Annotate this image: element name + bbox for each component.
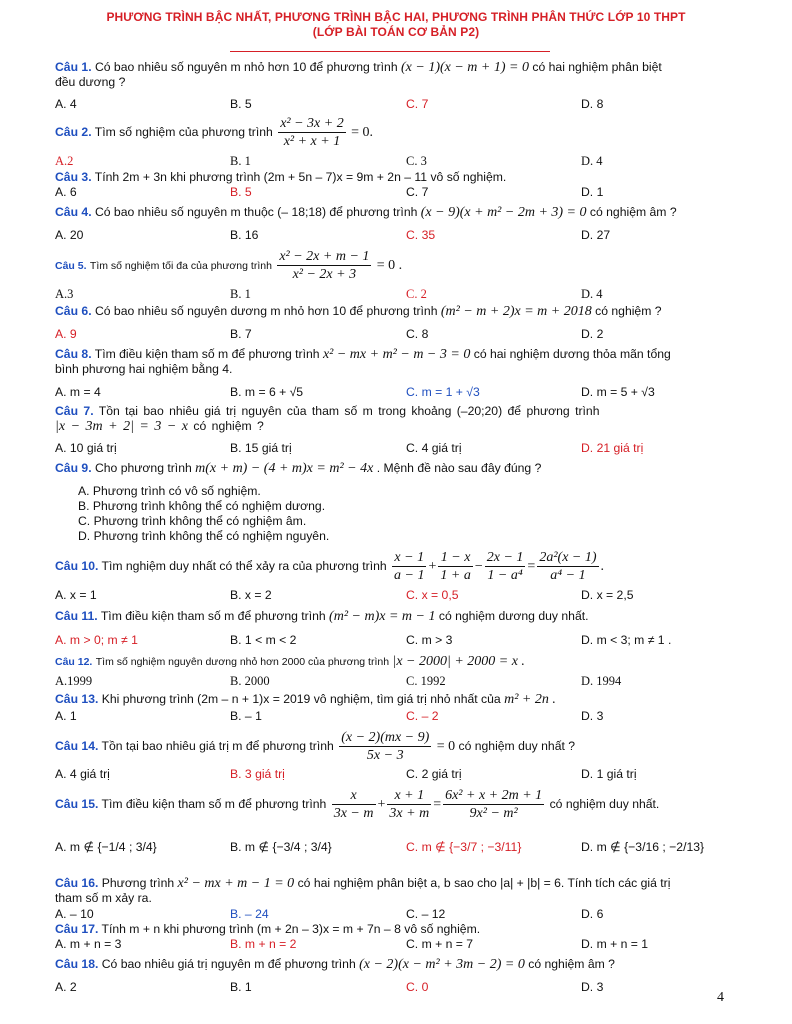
fraction: $\frac{\text{6x² + x + 2m + 1}}{\text{9x² − m²}}$: [445, 788, 543, 822]
options-11: [55, 633, 745, 648]
option-a: A. 4 giá trị: [55, 767, 110, 781]
options-14: [55, 767, 745, 782]
option-c-answer: C. 35: [406, 228, 436, 242]
option-a: A. x = 1: [55, 588, 97, 602]
options-2: [55, 154, 745, 169]
option-c-answer: C. 2: [406, 287, 427, 301]
options-4: [55, 228, 745, 243]
question-2: Câu 2. Tìm số nghiệm của phương trình $\frac{\text{x² − 3x + 2}}{\text{x² + x + 1}}$ = 0.: [55, 116, 374, 150]
question-5: Câu 5. Tìm số nghiệm tối đa của phương trình $\frac{\text{x² − 2x + m − 1}}{\text{x² − 2x + 3}}$ = 0 .: [55, 249, 403, 283]
options-1: [55, 97, 745, 112]
title-divider: [230, 51, 550, 52]
statement-b: B. Phương trình không thể có nghiệm dương.: [78, 499, 326, 513]
option-c-answer: C. m = 1 + √3: [406, 385, 480, 399]
fraction: $\frac{x + 1}{3x + m}$: [389, 788, 430, 822]
options-18: [55, 980, 745, 995]
options-13: [55, 709, 745, 724]
options-5: [55, 287, 745, 302]
option-c-answer: C. – 2: [406, 709, 439, 723]
option-b: B. 2000: [230, 674, 270, 688]
fraction: $\frac{\text{x² − 2x + m − 1}}{\text{x² − 2x + 3}}$: [279, 249, 370, 283]
option-c-answer: C. 7: [406, 97, 429, 111]
option-d: D. 3: [581, 709, 604, 723]
option-b: B. 1: [230, 980, 252, 994]
option-c: C. m > 3: [406, 633, 453, 647]
option-b: B. 1 < m < 2: [230, 633, 297, 647]
option-d: D. 3: [581, 980, 604, 994]
question-18: Câu 18. Có bao nhiêu giá trị nguyên m để phương trình (x − 2)(x − m² + 3m − 2) = 0 có nghiệm âm ?: [55, 957, 615, 972]
question-8: Câu 8. Tìm điều kiện tham số m để phương trình x² − mx + m² − m − 3 = 0 có hai nghiệm dương thỏa mãn tổng bình phương hai nghiệm bằng 4.: [55, 347, 671, 376]
option-d: D. m < 3; m ≠ 1 .: [581, 633, 672, 647]
option-b: B. x = 2: [230, 588, 272, 602]
fraction: $\frac{x - 1}{a - 1}$: [394, 550, 425, 584]
options-12: [55, 674, 745, 689]
fraction: $\frac{\text{2a²(x − 1)}}{\text{a⁴ − 1}}$: [539, 550, 597, 584]
option-c: C. 7: [406, 185, 429, 199]
option-c: C. 4 giá trị: [406, 441, 462, 455]
option-c-answer: C. m ∉ {−3/7 ; −3/11}: [406, 840, 522, 854]
option-c: C. 1992: [406, 674, 446, 688]
question-1: Câu 1. Có bao nhiêu số nguyên m nhỏ hơn 10 để phương trình (x − 1)(x − m + 1) = 0 có hai nghiệm phân biệt đều dương ?: [55, 60, 662, 89]
option-a: A. 10 giá trị: [55, 441, 117, 455]
option-d: D. 2: [581, 327, 604, 341]
option-a: A. m ∉ {−1/4 ; 3/4}: [55, 840, 157, 854]
statement-c: C. Phương trình không thể có nghiệm âm.: [78, 514, 307, 528]
option-a: A. 1: [55, 709, 77, 723]
option-c-answer: C. 0: [406, 980, 429, 994]
option-b: B. 5: [230, 97, 252, 111]
option-d: D. 6: [581, 907, 604, 921]
question-13: Câu 13. Khi phương trình (2m – n + 1)x = 2019 vô nghiệm, tìm giá trị nhỏ nhất của m² + 2n .: [55, 692, 556, 707]
question-12: Câu 12. Tìm số nghiệm nguyên dương nhỏ hơn 2000 của phương trình |x − 2000| + 2000 = x .: [55, 654, 525, 669]
fraction: $\frac{(x - 2)(mx - 9)}{5x - 3}$: [341, 730, 430, 764]
question-9: Câu 9. Cho phương trình m(x + m) − (4 + m)x = m² − 4x . Mệnh đề nào sau đây đúng ?: [55, 461, 542, 476]
option-c: C. m + n = 7: [406, 937, 474, 951]
option-d: D. 1: [581, 185, 604, 199]
statement-a: A. Phương trình có vô số nghiệm.: [78, 484, 261, 498]
option-a: A. 2: [55, 980, 77, 994]
option-a: A. – 10: [55, 907, 94, 921]
option-a: A. 4: [55, 97, 77, 111]
question-4: Câu 4. Có bao nhiêu số nguyên m thuộc (– 18;18) để phương trình (x − 9)(x + m² − 2m + 3) = 0 có nghiệm âm ?: [55, 205, 677, 220]
option-a-answer: A.2: [55, 154, 74, 168]
option-d: D. 4: [581, 287, 603, 301]
question-7: Câu 7. Tồn tại bao nhiêu giá trị nguyên của tham số m trong khoảng (–20;20) để phương trình |x − 3m + 2| = 3 − x có nghiệm ?: [55, 404, 600, 434]
question-14: Câu 14. Tồn tại bao nhiêu giá trị m để phương trình $\frac{(x - 2)(mx - 9)}{5x - 3}$ = 0 có nghiệm duy nhất ?: [55, 730, 576, 764]
option-a: A. m + n = 3: [55, 937, 122, 951]
option-c: C. 2 giá trị: [406, 767, 462, 781]
options-8: [55, 385, 745, 400]
options-16: [55, 907, 745, 922]
option-b: B. m = 6 + √5: [230, 385, 304, 399]
option-b-answer: B. – 24: [230, 907, 269, 921]
option-c: C. – 12: [406, 907, 446, 921]
question-11: Câu 11. Tìm điều kiện tham số m để phương trình (m² − m)x = m − 1 có nghiệm dương duy nhất.: [55, 609, 589, 624]
option-a: A. m = 4: [55, 385, 101, 399]
option-d: D. x = 2,5: [581, 588, 634, 602]
option-d: D. m + n = 1: [581, 937, 649, 951]
option-d-answer: D. 21 giá trị: [581, 441, 644, 455]
option-c: C. 3: [406, 154, 427, 168]
option-a-answer: A. m > 0; m ≠ 1: [55, 633, 138, 647]
fraction: $\frac{2x - 1}{\text{1 − a⁴}}$: [486, 550, 524, 584]
page-subtitle: (LỚP BÀI TOÁN CƠ BẢN P2): [312, 25, 480, 39]
option-a: A. 20: [55, 228, 84, 242]
options-15: [55, 840, 745, 855]
option-b-answer: B. 3 giá trị: [230, 767, 285, 781]
option-b: B. 16: [230, 228, 259, 242]
option-b: B. 1: [230, 287, 251, 301]
option-b: B. 15 giá trị: [230, 441, 292, 455]
question-15: Câu 15. Tìm điều kiện tham số m để phương trình $\frac{x}{3x - m}$ + $\frac{x + 1}{3x + m}$ = $\frac{\text{6x² + x + 2m + 1}}{\text{9x² − m²}}$ có nghiệm duy nhất.: [55, 788, 660, 822]
option-d: D. 27: [581, 228, 611, 242]
option-a: A.1999: [55, 674, 93, 688]
question-3: Câu 3. Tính 2m + 3n khi phương trình (2m + 5n – 7)x = 9m + 2n – 11 vô số nghiệm.: [55, 170, 507, 184]
option-b: B. – 1: [230, 709, 262, 723]
option-c-answer: C. x = 0,5: [406, 588, 459, 602]
fraction: $\frac{x}{3x - m}$: [333, 788, 374, 822]
page-title: PHƯƠNG TRÌNH BẬC NHẤT, PHƯƠNG TRÌNH BẬC HAI, PHƯƠNG TRÌNH PHÂN THỨC LỚP 10 THPT: [106, 10, 686, 24]
options-6: [55, 327, 745, 342]
option-d: D. 8: [581, 97, 604, 111]
option-b: B. 1: [230, 154, 251, 168]
option-d: D. 1994: [581, 674, 622, 688]
option-a: A. 6: [55, 185, 77, 199]
option-d: D. m ∉ {−3/16 ; −2/13}: [581, 840, 705, 854]
option-a-answer: A. 9: [55, 327, 77, 341]
fraction: $\frac{1 - x}{1 + a}$: [440, 550, 471, 584]
option-d: D. 1 giá trị: [581, 767, 637, 781]
fraction: $\frac{\text{x² − 3x + 2}}{\text{x² + x + 1}}$: [280, 116, 344, 150]
option-d: D. 4: [581, 154, 603, 168]
options-17: [55, 937, 745, 952]
option-a: A.3: [55, 287, 74, 301]
question-16: Câu 16. Phương trình x² − mx + m − 1 = 0 có hai nghiệm phân biệt a, b sao cho |a| + |b| = 6. Tính tích các giá trị tham số m xảy ra.: [55, 876, 671, 905]
option-b-answer: B. 5: [230, 185, 252, 199]
options-3: [55, 185, 745, 200]
option-d: D. m = 5 + √3: [581, 385, 655, 399]
statement-d: D. Phương trình không thể có nghiệm nguyên.: [78, 529, 330, 543]
question-10: Câu 10. Tìm nghiệm duy nhất có thể xảy ra của phương trình $\frac{x - 1}{a - 1}$ + $\frac{1 - x}{1 + a}$ − $\frac{2x - 1}{\text{1 − a⁴}}$ = $\frac{\text{2a²(x − 1)}}{\text{a⁴ − 1}}$ .: [55, 550, 605, 584]
question-6: Câu 6. Có bao nhiêu số nguyên dương m nhỏ hơn 10 để phương trình (m² − m + 2)x = m + 2018 có nghiệm ?: [55, 304, 662, 319]
option-c: C. 8: [406, 327, 429, 341]
options-7: [55, 441, 745, 456]
question-17: Câu 17. Tính m + n khi phương trình (m + 2n – 3)x = m + 7n – 8 vô số nghiệm.: [55, 922, 481, 936]
option-b-answer: B. m + n = 2: [230, 937, 297, 951]
page-number: 4: [717, 990, 724, 1005]
option-b: B. 7: [230, 327, 252, 341]
option-b: B. m ∉ {−3/4 ; 3/4}: [230, 840, 332, 854]
options-10: [55, 588, 745, 603]
